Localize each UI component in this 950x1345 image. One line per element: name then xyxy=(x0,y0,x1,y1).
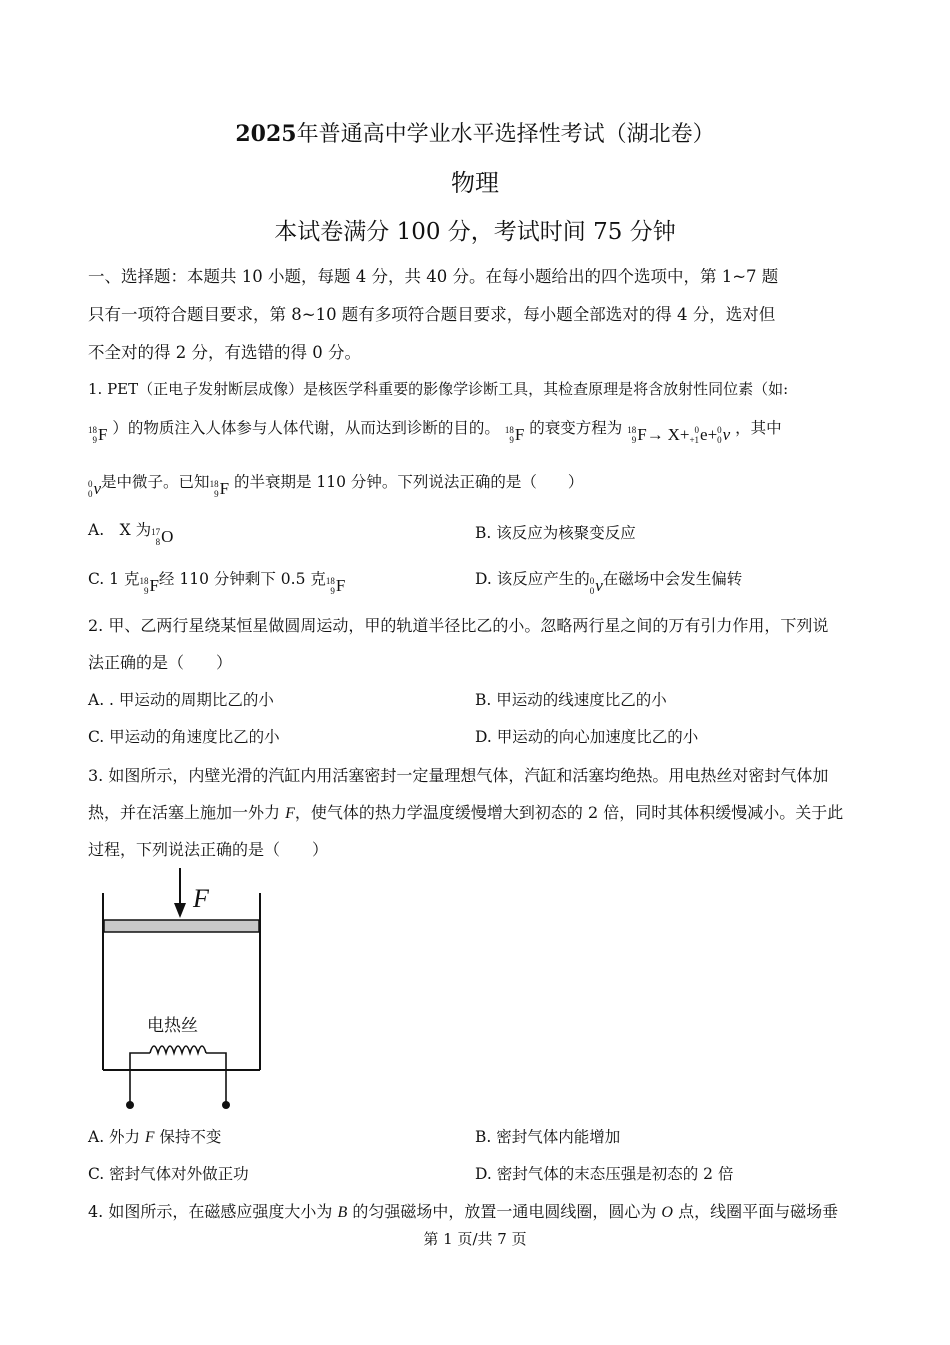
section-instructions-line2: 只有一项符合题目要求，第 8~10 题有多项符合题目要求，每小题全部选对的得 4 分，选对但 xyxy=(88,305,776,324)
q2-option-a[interactable]: A. . 甲运动的周期比乙的小 xyxy=(88,691,274,709)
q3-option-d[interactable]: D. 密封气体的末态压强是初态的 2 倍 xyxy=(475,1165,734,1183)
q1-line1: 1. PET（正电子发射断层成像）是核医学科重要的影像学诊断工具，其检查原理是将含放射性同位素（如: xyxy=(88,380,789,398)
q4-line1: 4. 如图所示，在磁感应强度大小为 B 的匀强磁场中，放置一通电圆线圈，圆心为 O 点，线圈平面与磁场垂 xyxy=(88,1202,839,1221)
nuclide-f18: 18 9 F xyxy=(504,425,525,445)
force-arrow-head xyxy=(174,903,186,918)
q1-line3: 0 0 ν 是中微子。已知 18 9 F 的半衰期是 110 分钟。下列说法正确的是（ ） xyxy=(88,473,584,499)
piston xyxy=(104,920,259,932)
q3-line3: 过程，下列说法正确的是（ ） xyxy=(88,840,329,859)
neutrino-symbol: 0 0 ν xyxy=(589,576,603,596)
q1-option-a[interactable]: A. X 为 17 8 O xyxy=(88,521,174,547)
q2-option-c[interactable]: C. 甲运动的角速度比乙的小 xyxy=(88,728,280,746)
decay-equation: 18 9 F → X + 0 +1 e + 0 0 ν xyxy=(627,425,731,445)
heater-label: 电热丝 xyxy=(147,1016,198,1036)
q1-option-c[interactable]: C. 1 克 18 9 F 经 110 分钟剩下 0.5 克 18 9 F xyxy=(88,570,346,596)
nuclide-f18: 18 9 F xyxy=(209,479,230,499)
force-label: F xyxy=(193,884,209,913)
cylinder-diagram xyxy=(95,865,270,1115)
q1-option-d[interactable]: D. 该反应产生的 0 0 ν 在磁场中会发生偏转 xyxy=(475,570,743,596)
exam-title: 2025年普通高中学业水平选择性考试（湖北卷） xyxy=(235,121,715,147)
nuclide-f18: 18 9 F xyxy=(88,425,108,445)
q1-option-b[interactable]: B. 该反应为核聚变反应 xyxy=(475,524,636,542)
subject-title: 物理 xyxy=(451,169,499,197)
q3-option-a[interactable]: A. 外力 F 保持不变 xyxy=(88,1128,222,1146)
section-instructions-line1: 一、选择题：本题共 10 小题，每题 4 分，共 40 分。在每小题给出的四个选项中，第 1~7 题 xyxy=(88,267,779,286)
heater-coil xyxy=(130,1046,226,1103)
q3-line2: 热，并在活塞上施加一外力 F，使气体的热力学温度缓慢增大到初态的 2 倍，同时其体积缓慢减小。关于此 xyxy=(88,803,844,822)
neutrino-symbol: 0 0 ν xyxy=(88,479,102,499)
nuclide-o17: 17 8 O xyxy=(151,527,174,547)
q1-line2: 18 9 F ）的物质注入人体参与人体代谢，从而达到诊断的目的。 18 9 F 的衰变方程为 18 9 F → X + 0 +1 e + 0 0 ν ，其中 xyxy=(88,419,782,445)
q3-option-b[interactable]: B. 密封气体内能增加 xyxy=(475,1128,621,1146)
terminal-right xyxy=(222,1101,230,1109)
q2-option-d[interactable]: D. 甲运动的向心加速度比乙的小 xyxy=(475,728,699,746)
nuclide-f18: 18 9 F xyxy=(139,576,159,596)
q2-option-b[interactable]: B. 甲运动的线速度比乙的小 xyxy=(475,691,667,709)
section-instructions-line3: 不全对的得 2 分，有选错的得 0 分。 xyxy=(88,343,361,362)
q3-option-c[interactable]: C. 密封气体对外做正功 xyxy=(88,1165,249,1183)
exam-info: 本试卷满分 100 分，考试时间 75 分钟 xyxy=(274,219,676,245)
terminal-left xyxy=(126,1101,134,1109)
q2-line1: 2. 甲、乙两行星绕某恒星做圆周运动，甲的轨道半径比乙的小。忽略两行星之间的万有引力作用，下列说 xyxy=(88,616,829,635)
nuclide-f18: 18 9 F xyxy=(325,576,346,596)
page-footer: 第 1 页/共 7 页 xyxy=(423,1230,527,1248)
q2-line2: 法正确的是（ ） xyxy=(88,653,233,672)
q3-line1: 3. 如图所示，内壁光滑的汽缸内用活塞密封一定量理想气体，汽缸和活塞均绝热。用电热丝对密封气体加 xyxy=(88,766,829,785)
